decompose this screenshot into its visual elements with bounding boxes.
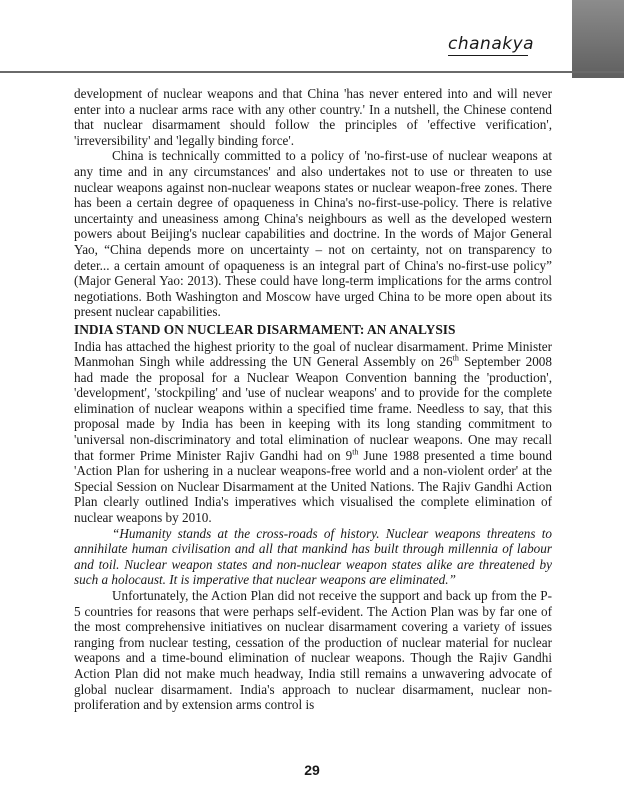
paragraph-3: [74, 339, 552, 526]
header-divider: [0, 71, 624, 73]
brand-underline: [448, 55, 528, 56]
paragraph-4: Unfortunately, the Action Plan did not receive the support and back up from the P-5 countries for reasons that were perhaps self-evident. The Action Plan was by far one of the most comprehensive initiatives on nuclear disarmament covering a variety of issues ranging from nuclear testing, cessation of the production of nuclear material for nuclear weapons and a time-bound elimination of nuclear weapons. Though the Rajiv Gandhi Action Plan did not make much headway, India still remains a unwavering advocate of global nuclear disarmament. India's approach to nuclear disarmament, nuclear non-proliferation and by extension arms control is: [74, 588, 552, 713]
page-body: [74, 86, 552, 713]
paragraph-1: development of nuclear weapons and that China 'has never entered into and will never enter into a nuclear arms race with any other country.' In a nutshell, the Chinese contend that nuclear disarmament should follow the principles of 'effective verification', 'irreversibility' and 'legally binding force'.: [74, 86, 552, 148]
paragraph-3-part-a: India has attached the highest priority to the goal of nuclear disarmament. Prime Minister Manmohan Singh while addressing the UN General Assembly on 26: [74, 338, 552, 370]
header-tab-decoration: [572, 0, 624, 78]
paragraph-2: China is technically committed to a policy of 'no-first-use of nuclear weapons at any time and in any circumstances' and also undertakes not to use or threaten to use nuclear weapons against non-nuclear weapons states or nuclear weapon-free zones. There has been a certain degree of opaqueness in China's no-first-use-policy. There is relative uncertainty and uneasiness among China's neighbours as well as the developed western powers about Beijing's nuclear capabilities and doctrine. In the words of Major General Yao, “China depends more on uncertainty – not on certainty, not on transparency to deter... a certain amount of opaqueness is an integral part of China's no-first-use policy” (Major General Yao: 2013). These could have long-term implications for the arms control negotiations. Both Washington and Moscow have urged China to be more open about its present nuclear capabilities.: [74, 148, 552, 320]
paragraph-3-part-c: June 1988 presented a time bound 'Action Plan for ushering in a nuclear weapons-free world and a non-violent order' at the Special Session on Nuclear Disarmament at the United Nations. The Rajiv Gandhi Action Plan clearly outlined India's imperatives which visualised the complete elimination of nuclear weapons by 2010.: [74, 447, 552, 526]
section-heading: INDIA STAND ON NUCLEAR DISARMAMENT: AN ANALYSIS: [74, 321, 456, 337]
superscript-th-1: th: [452, 353, 459, 363]
page-header: [0, 0, 624, 78]
paragraph-3-part-b: September 2008 had made the proposal for a Nuclear Weapon Convention banning the 'production', 'development', 'stockpiling' and 'use of nuclear weapons' and to provide for the complete elimination of nuclear weapons within a specified time frame. Needless to say, that this proposal made by India has been in keeping with its long standing commitment to 'universal non-discriminatory and total elimination of nuclear weapons. One may recall that former Prime Minister Rajiv Gandhi had on 9: [74, 354, 552, 463]
block-quote: “Humanity stands at the cross-roads of history. Nuclear weapons threatens to annihilate human civilisation and all that mankind has built through millennia of labour and toil. Nuclear weapon states and non-nuclear weapon states alike are threatened by such a holocaust. It is imperative that nuclear weapons are eliminated.”: [74, 525, 552, 588]
page-number: 29: [304, 762, 320, 778]
brand-logo-text: chanakya: [448, 34, 535, 54]
superscript-th-2: th: [352, 447, 359, 457]
